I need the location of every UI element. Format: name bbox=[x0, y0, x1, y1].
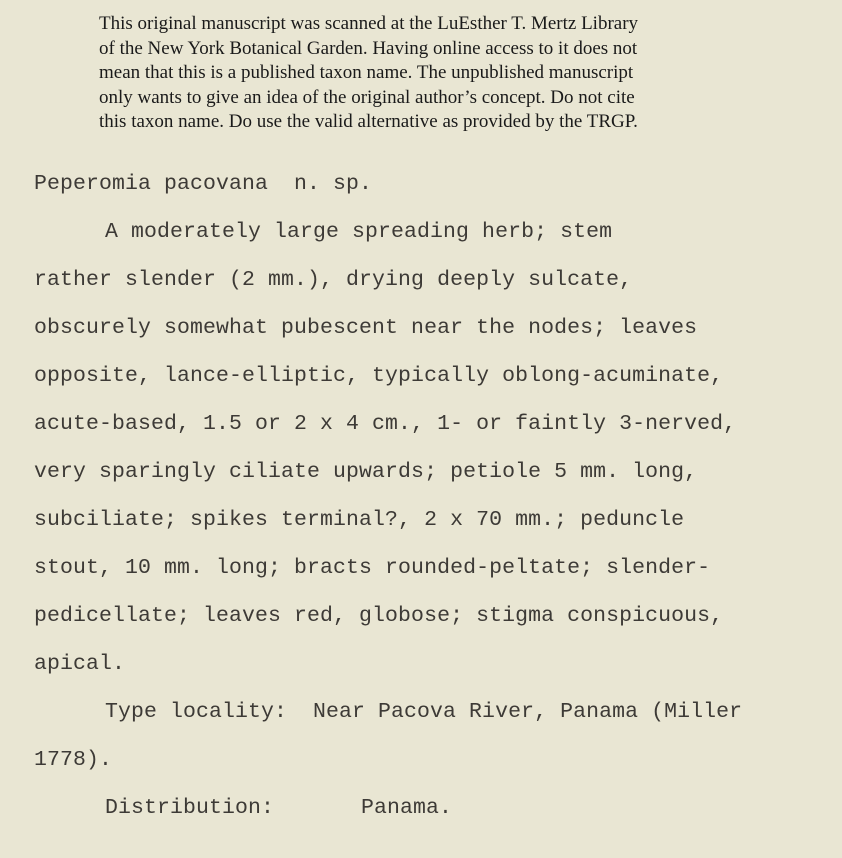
disclaimer-line: of the New York Botanical Garden. Having online access to it does not bbox=[99, 37, 638, 59]
description-line: very sparingly ciliate upwards; petiole 5 mm. long, bbox=[34, 460, 698, 484]
description-line: subciliate; spikes terminal?, 2 x 70 mm.; peduncle bbox=[34, 508, 685, 532]
type-locality-line: 1778). bbox=[34, 748, 113, 772]
distribution-value: Panama. bbox=[361, 796, 453, 820]
disclaimer-line: this taxon name. Do use the valid alternative as provided by the TRGP. bbox=[99, 111, 638, 132]
distribution-label: Distribution: bbox=[105, 796, 275, 820]
disclaimer-line: only wants to give an idea of the original author’s concept. Do not cite bbox=[99, 86, 635, 108]
description-line: pedicellate; leaves red, globose; stigma conspicuous, bbox=[34, 604, 724, 628]
type-locality-line: Type locality: Near Pacova River, Panama (Miller bbox=[105, 700, 743, 724]
description-line: opposite, lance-elliptic, typically oblong-acuminate, bbox=[34, 364, 724, 388]
description-line: obscurely somewhat pubescent near the nodes; leaves bbox=[34, 316, 698, 340]
description-line: rather slender (2 mm.), drying deeply sulcate, bbox=[34, 268, 633, 292]
description-line: A moderately large spreading herb; stem bbox=[105, 220, 613, 244]
disclaimer-line: mean that this is a published taxon name. The unpublished manuscript bbox=[99, 62, 634, 83]
description-line: stout, 10 mm. long; bracts rounded-peltate; slender- bbox=[34, 556, 711, 580]
description-line: acute-based, 1.5 or 2 x 4 cm., 1- or faintly 3-nerved, bbox=[34, 412, 737, 436]
description-line: apical. bbox=[34, 652, 126, 676]
disclaimer-line: This original manuscript was scanned at the LuEsther T. Mertz Library bbox=[99, 13, 639, 34]
species-title: Peperomia pacovana n. sp. bbox=[34, 172, 373, 196]
